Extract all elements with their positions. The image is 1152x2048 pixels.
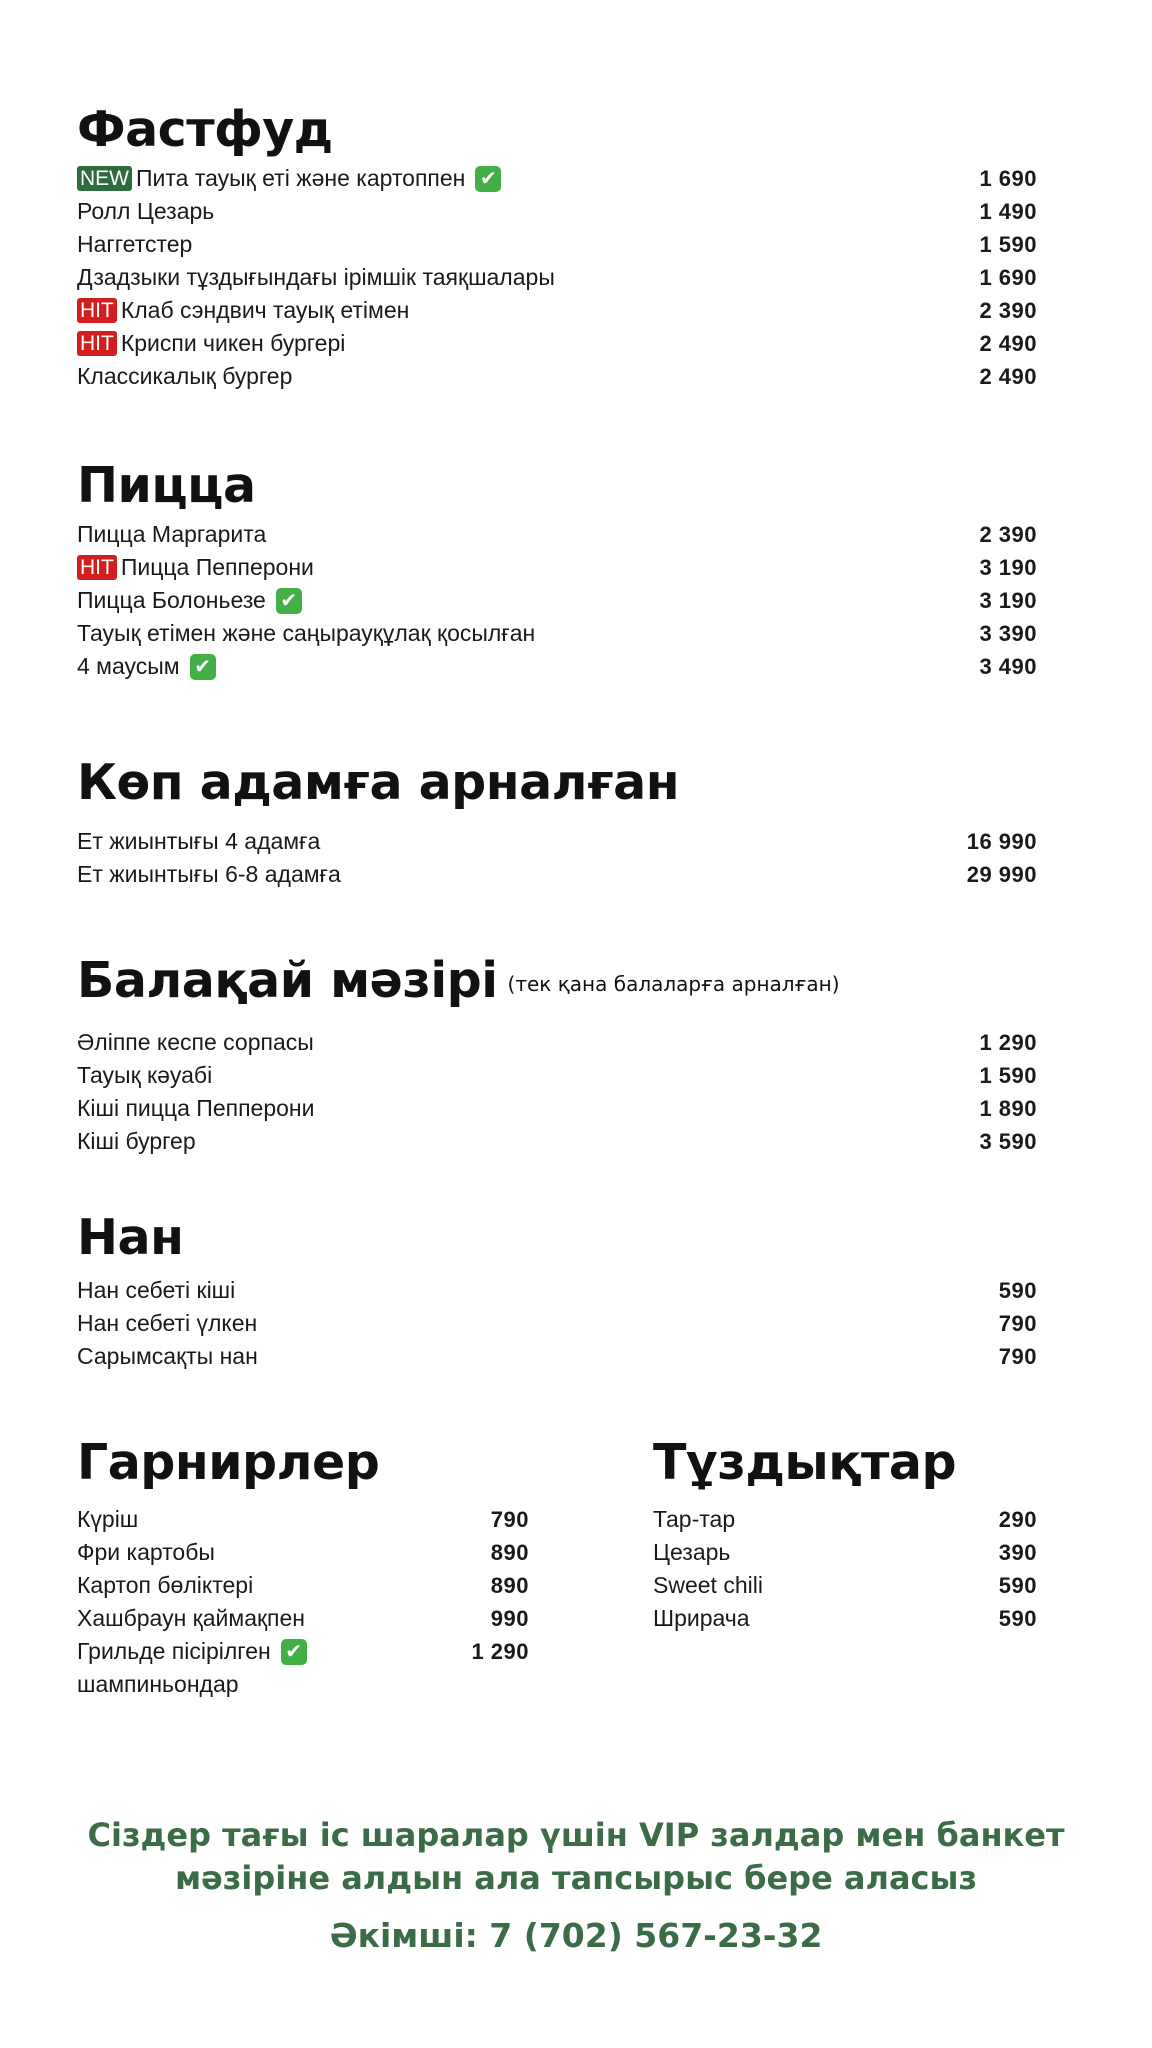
menu-item-name: Нан себеті кіші bbox=[77, 1277, 236, 1303]
pizza-list bbox=[77, 518, 1037, 683]
menu-item-name-wrap bbox=[77, 617, 535, 650]
menu-item-name-wrap bbox=[77, 1059, 212, 1092]
menu-item bbox=[77, 1340, 1037, 1373]
menu-item-name: Пицца Пепперони bbox=[120, 554, 314, 580]
menu-item bbox=[77, 1307, 1037, 1340]
menu-item bbox=[77, 1026, 1037, 1059]
menu-item-name-wrap bbox=[77, 1503, 138, 1536]
sides-section bbox=[77, 1435, 529, 1701]
menu-item bbox=[77, 195, 1037, 228]
menu-item bbox=[77, 617, 1037, 650]
menu-item-name-wrap bbox=[77, 1026, 314, 1059]
checkmark-icon: ✔ bbox=[190, 654, 216, 680]
menu-item-price: 790 bbox=[490, 1507, 529, 1532]
menu-item bbox=[653, 1569, 1037, 1602]
menu-item bbox=[77, 360, 1037, 393]
checkmark-icon: ✔ bbox=[475, 166, 501, 192]
menu-item-price: 2 490 bbox=[979, 331, 1037, 356]
menu-item-name-wrap bbox=[77, 360, 292, 393]
menu-item-price: 290 bbox=[998, 1507, 1037, 1532]
menu-item bbox=[77, 1602, 529, 1635]
menu-item bbox=[77, 1059, 1037, 1092]
menu-item-name-wrap bbox=[77, 162, 501, 195]
menu-item-price: 2 390 bbox=[979, 522, 1037, 547]
kids-list bbox=[77, 1026, 1037, 1158]
menu-item bbox=[653, 1602, 1037, 1635]
menu-item-name: Криспи чикен бургері bbox=[120, 330, 346, 356]
menu-item-price: 790 bbox=[998, 1344, 1037, 1369]
menu-item bbox=[653, 1536, 1037, 1569]
menu-item-price: 2 490 bbox=[979, 364, 1037, 389]
fastfood-list bbox=[77, 162, 1037, 393]
menu-item bbox=[77, 584, 1037, 617]
menu-item-name: Әліппе кеспе сорпасы bbox=[77, 1029, 314, 1055]
section-title: Тұздықтар bbox=[653, 1434, 957, 1491]
hit-badge: HIT bbox=[77, 331, 117, 356]
menu-item-name-wrap bbox=[653, 1602, 750, 1635]
menu-item-name-wrap bbox=[77, 1307, 257, 1340]
menu-item-price: 29 990 bbox=[966, 862, 1037, 887]
menu-item-price: 790 bbox=[998, 1311, 1037, 1336]
sauces-list bbox=[653, 1503, 1037, 1635]
section-title: Көп адамға арналған bbox=[77, 754, 680, 811]
section-title: Пицца bbox=[77, 457, 256, 514]
checkmark-icon: ✔ bbox=[276, 588, 302, 614]
menu-item-name-wrap bbox=[77, 1602, 305, 1635]
menu-item-name-wrap bbox=[77, 650, 216, 683]
menu-item bbox=[77, 261, 1037, 294]
menu-item-name: Кіші пицца Пепперони bbox=[77, 1095, 315, 1121]
menu-item-name-wrap bbox=[77, 195, 214, 228]
menu-item-name: Тауық етімен және саңырауқұлақ қосылған bbox=[77, 620, 536, 646]
menu-item bbox=[77, 1125, 1037, 1158]
menu-item-price: 3 490 bbox=[979, 654, 1037, 679]
menu-item-name-wrap bbox=[77, 518, 266, 551]
menu-item-price: 3 190 bbox=[979, 555, 1037, 580]
menu-item-price: 390 bbox=[998, 1540, 1037, 1565]
hit-badge: HIT bbox=[77, 298, 117, 323]
menu-item-price: 890 bbox=[490, 1573, 529, 1598]
fastfood-section bbox=[77, 102, 1037, 393]
menu-item-name-wrap bbox=[653, 1503, 735, 1536]
menu-item-name-wrap bbox=[653, 1536, 730, 1569]
menu-item-price: 3 190 bbox=[979, 588, 1037, 613]
menu-item bbox=[77, 551, 1037, 584]
menu-item-name-wrap bbox=[77, 1340, 258, 1373]
bread-section bbox=[77, 1210, 1037, 1373]
menu-item-name: Картоп бөліктері bbox=[77, 1572, 254, 1598]
menu-item-name-wrap bbox=[77, 858, 341, 891]
footer-line-2: мәзіріне алдын ала тапсырыс бере аласыз bbox=[174, 1859, 978, 1897]
menu-item-name: Грильде пісірілген bbox=[77, 1638, 271, 1664]
menu-item-name: Клаб сэндвич тауық етімен bbox=[120, 297, 410, 323]
menu-item-price: 2 390 bbox=[979, 298, 1037, 323]
kids-subtitle: (тек қана балаларға арналған) bbox=[507, 972, 840, 996]
menu-item-name-wrap bbox=[77, 551, 314, 584]
menu-item-name: 4 маусым bbox=[77, 653, 180, 679]
menu-item-price: 1 490 bbox=[979, 199, 1037, 224]
section-title bbox=[77, 953, 1037, 1012]
menu-item-price: 1 690 bbox=[979, 166, 1037, 191]
menu-item-name: Кіші бургер bbox=[77, 1128, 196, 1154]
menu-item-price: 1 290 bbox=[979, 1030, 1037, 1055]
menu-item-name-wrap bbox=[77, 1125, 196, 1158]
menu-item-name-wrap bbox=[77, 1092, 314, 1125]
menu-item-name: Sweet chili bbox=[653, 1572, 763, 1598]
menu-item-name-wrap bbox=[77, 1536, 215, 1569]
group-section bbox=[77, 755, 1037, 891]
menu-item-name-wrap bbox=[77, 261, 555, 294]
menu-item-name-wrap bbox=[77, 1569, 253, 1602]
kids-section bbox=[77, 953, 1037, 1158]
sauces-section bbox=[653, 1435, 1037, 1635]
menu-item-name: Фри картобы bbox=[77, 1539, 215, 1565]
menu-item-name: Ет жиынтығы 4 адамға bbox=[77, 828, 321, 854]
menu-item bbox=[77, 1536, 529, 1569]
section-title: Нан bbox=[77, 1209, 184, 1266]
menu-item bbox=[77, 228, 1037, 261]
menu-item-name-wrap bbox=[77, 327, 345, 360]
menu-item-name: Пита тауық еті және картоппен bbox=[136, 165, 466, 191]
menu-item bbox=[653, 1503, 1037, 1536]
checkmark-icon: ✔ bbox=[281, 1639, 307, 1665]
new-badge: NEW bbox=[77, 166, 132, 191]
menu-item bbox=[77, 518, 1037, 551]
menu-item bbox=[77, 1503, 529, 1536]
menu-item-name-wrap bbox=[77, 294, 409, 327]
menu-item-name: Хашбраун қаймақпен bbox=[77, 1605, 305, 1631]
section-title: Фастфуд bbox=[77, 101, 333, 158]
menu-item bbox=[77, 294, 1037, 327]
group-list bbox=[77, 825, 1037, 891]
menu-item-price: 1 590 bbox=[979, 1063, 1037, 1088]
menu-item-price: 1 590 bbox=[979, 232, 1037, 257]
menu-item-name: Тауық кәуабі bbox=[77, 1062, 213, 1088]
menu-item-name-wrap bbox=[77, 584, 302, 617]
menu-item-name-wrap bbox=[77, 228, 192, 261]
footer-line-1: Сіздер тағы іс шаралар үшін VIP залдар мен банкет bbox=[87, 1816, 1065, 1854]
menu-item-name-wrap bbox=[77, 1274, 235, 1307]
menu-item-price: 1 690 bbox=[979, 265, 1037, 290]
menu-item bbox=[77, 858, 1037, 891]
menu-item-name: Сарымсақты нан bbox=[77, 1343, 258, 1369]
sides-list bbox=[77, 1503, 529, 1668]
menu-item-price: 1 290 bbox=[471, 1639, 529, 1664]
menu-item-price: 590 bbox=[998, 1606, 1037, 1631]
menu-item-price: 16 990 bbox=[966, 829, 1037, 854]
menu-item-price: 3 590 bbox=[979, 1129, 1037, 1154]
menu-item-name: Пицца Маргарита bbox=[77, 521, 267, 547]
menu-item bbox=[77, 1092, 1037, 1125]
kids-title: Балақай мәзірі bbox=[77, 952, 498, 1009]
menu-item-price: 590 bbox=[998, 1573, 1037, 1598]
menu-item-name: Наггетстер bbox=[77, 231, 193, 257]
menu-item-price: 990 bbox=[490, 1606, 529, 1631]
menu-item-name: Ет жиынтығы 6-8 адамға bbox=[77, 861, 341, 887]
menu-item-name: Күріш bbox=[77, 1506, 139, 1532]
hit-badge: HIT bbox=[77, 555, 117, 580]
menu-item-name: Шрирача bbox=[653, 1605, 750, 1631]
menu-item bbox=[77, 327, 1037, 360]
menu-item bbox=[77, 1274, 1037, 1307]
menu-item-name-wrap bbox=[77, 1635, 307, 1668]
menu-item-price: 890 bbox=[490, 1540, 529, 1565]
menu-item-name: Нан себеті үлкен bbox=[77, 1310, 258, 1336]
pizza-section bbox=[77, 458, 1037, 683]
menu-item bbox=[77, 825, 1037, 858]
menu-item-price: 3 390 bbox=[979, 621, 1037, 646]
menu-item bbox=[77, 1635, 529, 1668]
menu-item-name: Цезарь bbox=[653, 1539, 731, 1565]
bread-list bbox=[77, 1274, 1037, 1373]
menu-item-name: Пицца Болоньезе bbox=[77, 587, 266, 613]
admin-phone[interactable]: Әкімші: 7 (702) 567-23-32 bbox=[329, 1916, 823, 1955]
menu-item-price: 1 890 bbox=[979, 1096, 1037, 1121]
menu-item-name: Ролл Цезарь bbox=[77, 198, 215, 224]
menu-item-name: Классикалық бургер bbox=[77, 363, 293, 389]
menu-item-name-wrap bbox=[77, 825, 320, 858]
menu-item-price: 590 bbox=[998, 1278, 1037, 1303]
menu-item-name: Дзадзыки тұздығындағы ірімшік таяқшалары bbox=[77, 264, 555, 290]
sides-item-continuation: шампиньондар bbox=[77, 1671, 239, 1697]
menu-item-name-wrap bbox=[653, 1569, 763, 1602]
menu-item-name: Тар-тар bbox=[653, 1506, 736, 1532]
menu-item bbox=[77, 1569, 529, 1602]
menu-item bbox=[77, 650, 1037, 683]
footer bbox=[0, 1814, 1152, 1955]
section-title: Гарнирлер bbox=[77, 1434, 380, 1491]
menu-item bbox=[77, 162, 1037, 195]
